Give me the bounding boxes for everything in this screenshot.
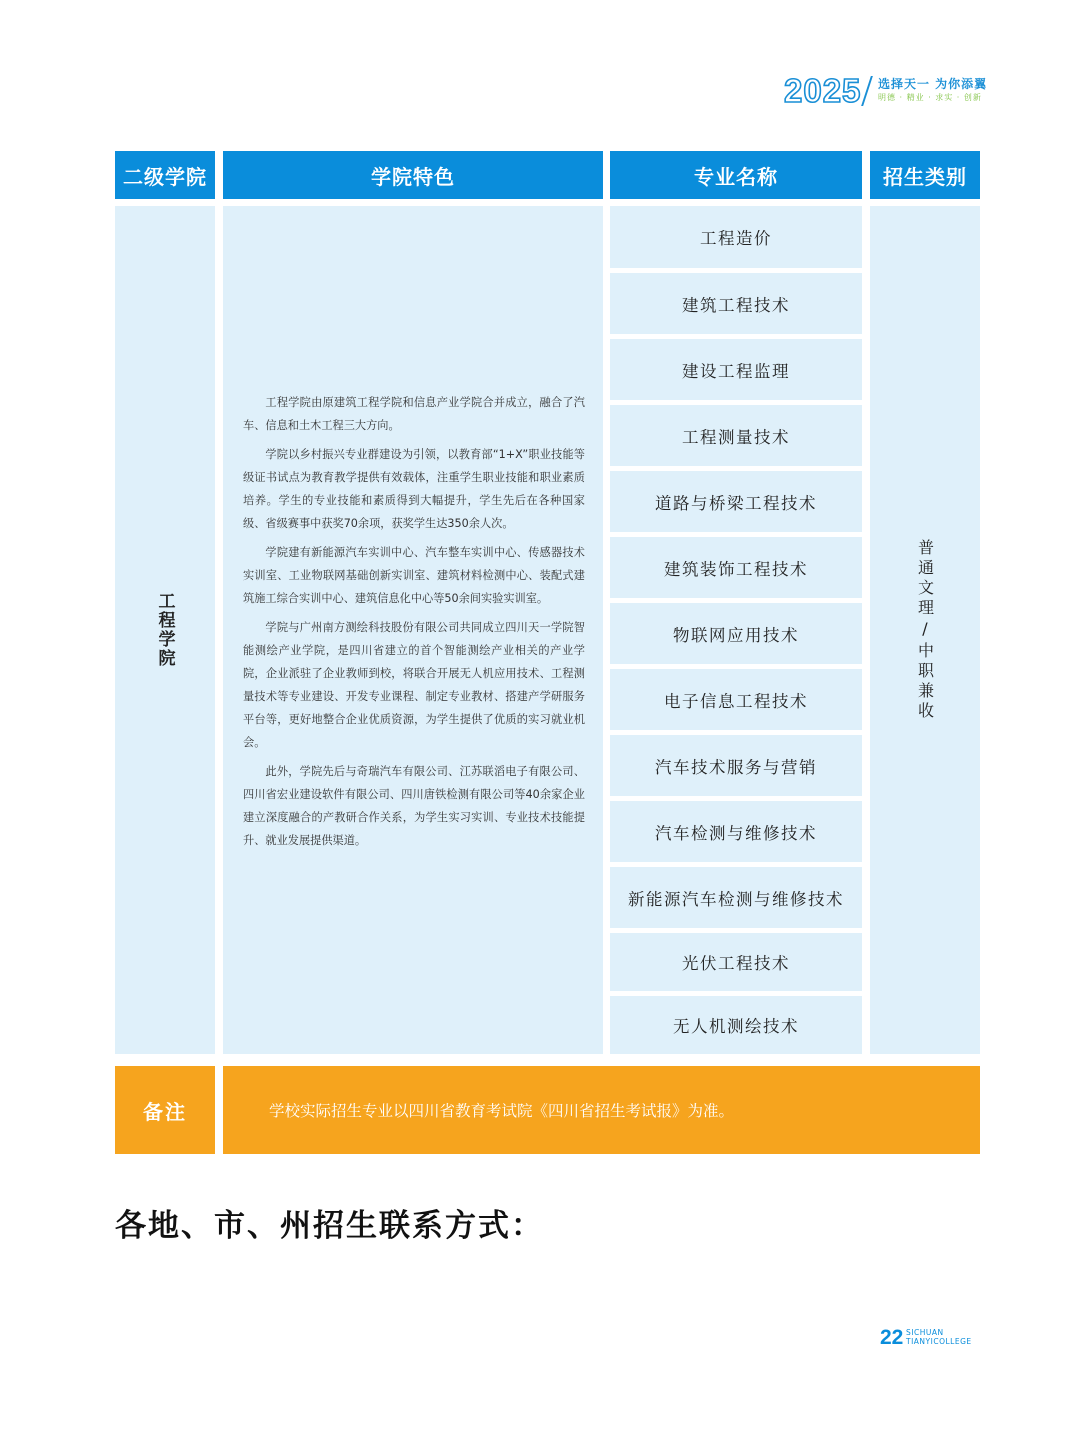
major-item: 道路与桥梁工程技术 — [610, 471, 862, 532]
major-item: 建设工程监理 — [610, 339, 862, 400]
description-paragraph: 学院建有新能源汽车实训中心、汽车整车实训中心、传感器技术实训室、工业物联网基础创新实训室、建筑材料检测中心、装配式建筑施工综合实训中心、建筑信息化中心等50余间实验实训室。 — [243, 546, 585, 605]
footer-brand-line1: SICHUAN — [906, 1328, 944, 1337]
major-item: 汽车检测与维修技术 — [610, 801, 862, 862]
major-item: 工程测量技术 — [610, 405, 862, 466]
header-sub-slogan: 明德 · 精业 · 求实 · 创新 — [878, 93, 982, 102]
college-name: 工程学院 — [154, 592, 175, 668]
column-header-major: 专业名称 — [610, 151, 862, 199]
college-description — [243, 391, 585, 858]
major-item: 光伏工程技术 — [610, 933, 862, 991]
category-cell — [870, 206, 980, 1054]
enrollment-category: 普通文理/中职兼收 — [915, 538, 935, 722]
column-header-features: 学院特色 — [223, 151, 603, 199]
major-item: 电子信息工程技术 — [610, 669, 862, 730]
description-paragraph: 工程学院由原建筑工程学院和信息产业学院合并成立，融合了汽车、信息和土木工程三大方向。 — [243, 396, 585, 432]
description-paragraph: 学院以乡村振兴专业群建设为引领，以教育部“1+X”职业技能等级证书试点为教育教学提供有效载体，注重学生职业技能和职业素质培养。学生的专业技能和素质得到大幅提升，学生先后在各种国家级、省级赛事中获奖70余项，获奖学生达350余人次。 — [243, 448, 585, 530]
page-number: 22 — [880, 1326, 904, 1349]
header-slogan: 选择天一 为你添翼 — [878, 77, 988, 91]
section-title: 各地、市、州招生联系方式： — [115, 1208, 544, 1244]
column-header-college: 二级学院 — [115, 151, 215, 199]
major-item: 工程造价 — [610, 206, 862, 268]
column-header-category: 招生类别 — [870, 151, 980, 199]
description-paragraph: 学院与广州南方测绘科技股份有限公司共同成立四川天一学院智能测绘产业学院，是四川省建立的首个智能测绘产业相关的产业学院，企业派驻了企业教师到校，将联合开展无人机应用技术、工程测量技术等专业建设、开发专业课程、制定专业教材、搭建产学研服务平台等，更好地整合企业优质资源，为学生提供了优质的实习就业机会。 — [243, 621, 585, 749]
major-item: 汽车技术服务与营销 — [610, 735, 862, 796]
note-text-content: 学校实际招生专业以四川省教育考试院《四川省招生考试报》为准。 — [269, 1102, 735, 1120]
major-item: 无人机测绘技术 — [610, 996, 862, 1054]
major-item: 建筑工程技术 — [610, 273, 862, 334]
page-header — [780, 70, 990, 110]
description-paragraph: 此外，学院先后与奇瑞汽车有限公司、江苏联滔电子有限公司、四川省宏业建设软件有限公司、四川唐铁检测有限公司等40余家企业建立深度融合的产教研合作关系，为学生实习实训、专业技术技能提升、就业发展提供渠道。 — [243, 765, 585, 847]
note-label: 备注 — [115, 1066, 215, 1154]
major-item: 物联网应用技术 — [610, 603, 862, 664]
header-divider — [861, 76, 873, 106]
college-cell — [115, 206, 215, 1054]
footer-brand-line2: TIANYICOLLEGE — [906, 1337, 972, 1346]
header-year: 2025 — [784, 72, 862, 109]
major-item: 建筑装饰工程技术 — [610, 537, 862, 598]
note-text — [223, 1066, 980, 1154]
major-item: 新能源汽车检测与维修技术 — [610, 867, 862, 928]
